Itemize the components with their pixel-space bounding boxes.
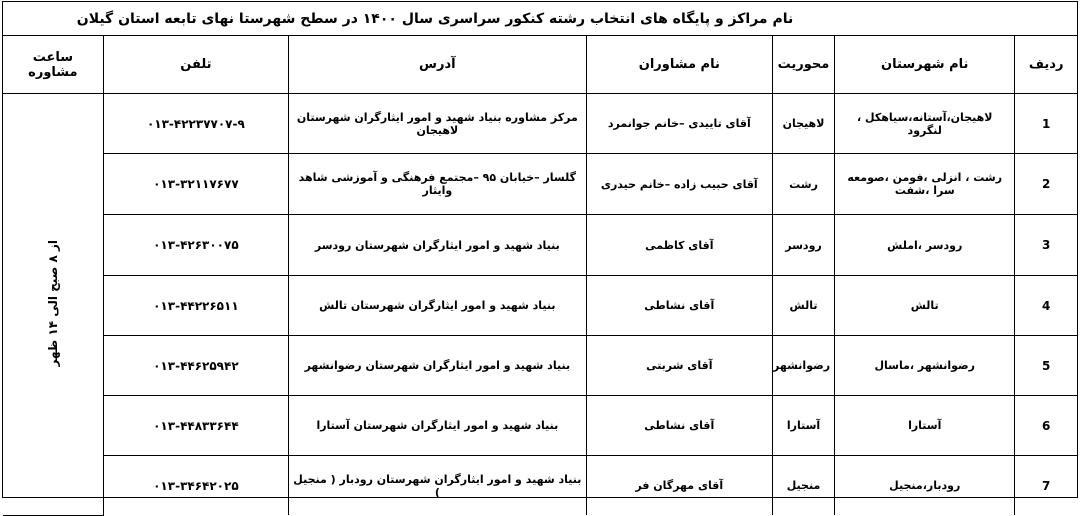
- city-cell: تالش: [835, 276, 1015, 336]
- header-hours: ساعت مشاوره: [3, 36, 103, 94]
- table-row: [3, 336, 1077, 396]
- address-cell: بنیاد شهید و امور ایثارگران شهرستان تالش: [289, 276, 587, 336]
- address-cell: بنیاد شهید و امور ایثارگران شهرستان آستارا: [289, 396, 587, 456]
- phone-cell: ۰۱۳-۴۲۶۳۰۰۷۵: [103, 215, 288, 276]
- center-cell: رضوانشهر: [772, 336, 834, 396]
- row-number: 2: [1015, 154, 1077, 215]
- center-cell: رشت: [772, 154, 834, 215]
- row-number: 4: [1015, 276, 1077, 336]
- header-city: نام شهرستان: [835, 36, 1015, 94]
- advisors-cell: آقای تاییدی –خانم جوانمرد: [586, 94, 772, 154]
- address-cell: بنیاد شهید و امور ایثارگران شهرستان رضوانشهر: [289, 336, 587, 396]
- city-cell: رشت ، انزلی ،فومن ،صومعه سرا ،شفت: [835, 154, 1015, 215]
- advisors-cell: آقای حبیب زاده –خانم حیدری: [586, 154, 772, 215]
- centers-table: [3, 36, 1077, 516]
- center-cell: تالش: [772, 276, 834, 336]
- table-row: [3, 94, 1077, 154]
- hours-text: از ۸ صبح الی ۱۴ ظهر: [45, 239, 60, 366]
- phone-cell: ۰۱۳-۳۴۶۴۲۰۲۵: [103, 456, 288, 516]
- address-cell: مرکز مشاوره بنیاد شهید و امور ایثارگران شهرستان لاهیجان: [289, 94, 587, 154]
- advisors-cell: آقای شربتی: [586, 336, 772, 396]
- phone-cell: ۰۱۳-۴۴۲۲۶۵۱۱: [103, 276, 288, 336]
- advisors-cell: آقای نشاطی: [586, 276, 772, 336]
- address-cell: بنیاد شهید و امور ایثارگران شهرستان رودبار ( منجیل ): [289, 456, 587, 516]
- city-cell: رودبار،منجیل: [835, 456, 1015, 516]
- header-advisors: نام مشاوران: [586, 36, 772, 94]
- row-number: 3: [1015, 215, 1077, 276]
- table-row: [3, 456, 1077, 516]
- address-cell: بنیاد شهید و امور ایثارگران شهرستان رودسر: [289, 215, 587, 276]
- hours-cell: [3, 94, 103, 516]
- advisors-cell: آقای نشاطی: [586, 396, 772, 456]
- phone-cell: ۰۱۳-۴۴۸۳۳۶۴۴: [103, 396, 288, 456]
- table-row: [3, 396, 1077, 456]
- row-number: 7: [1015, 456, 1077, 516]
- phone-cell: ۰۱۳-۳۲۱۱۷۶۷۷: [103, 154, 288, 215]
- table-row: [3, 215, 1077, 276]
- header-row-no: ردیف: [1015, 36, 1077, 94]
- city-cell: آستارا: [835, 396, 1015, 456]
- city-cell: لاهیجان،آستانه،سیاهکل ، لنگرود: [835, 94, 1015, 154]
- city-cell: رودسر ،املش: [835, 215, 1015, 276]
- header-row: [3, 36, 1077, 94]
- schedule-sheet: [2, 1, 1078, 498]
- center-cell: منجیل: [772, 456, 834, 516]
- page-title: نام مراکز و پایگاه های انتخاب رشته کنکور سراسری سال ۱۴۰۰ در سطح شهرستا نهای تابعه استان گیلان: [3, 2, 1077, 36]
- row-number: 5: [1015, 336, 1077, 396]
- address-cell: گلسار –خیابان ۹۵ –مجتمع فرهنگی و آموزشی شاهد وایثار: [289, 154, 587, 215]
- center-cell: آستارا: [772, 396, 834, 456]
- advisors-cell: آقای کاظمی: [586, 215, 772, 276]
- table-row: [3, 276, 1077, 336]
- header-center: محوریت: [772, 36, 834, 94]
- row-number: 6: [1015, 396, 1077, 456]
- phone-cell: ۰۱۳-۴۲۲۳۷۷۰۷-۹: [103, 94, 288, 154]
- header-address: آدرس: [289, 36, 587, 94]
- header-phone: تلفن: [103, 36, 288, 94]
- table-row: [3, 154, 1077, 215]
- center-cell: رودسر: [772, 215, 834, 276]
- row-number: 1: [1015, 94, 1077, 154]
- phone-cell: ۰۱۳-۴۴۶۲۵۹۴۲: [103, 336, 288, 396]
- city-cell: رضوانشهر ،ماسال: [835, 336, 1015, 396]
- center-cell: لاهیجان: [772, 94, 834, 154]
- advisors-cell: آقای مهرگان فر: [586, 456, 772, 516]
